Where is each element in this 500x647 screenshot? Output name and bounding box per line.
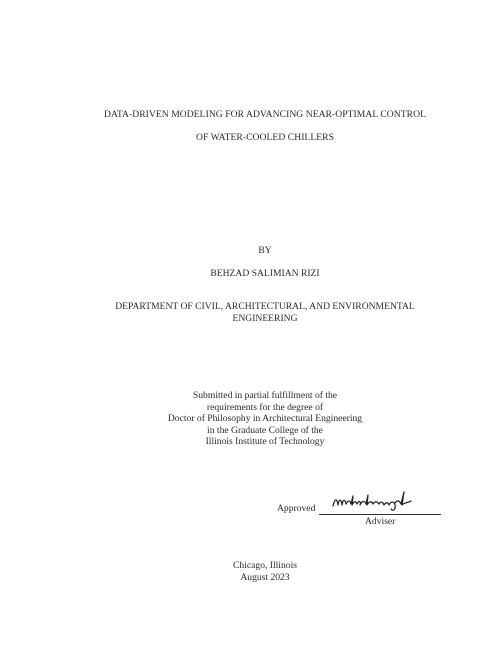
- signature-line: [319, 514, 441, 515]
- submission-statement: [0, 390, 500, 448]
- submission-date: August 2023: [240, 572, 290, 583]
- submission-line: in the Graduate College of the: [207, 424, 323, 436]
- submission-line: Doctor of Philosophy in Architectural Engineering: [167, 413, 363, 424]
- department-line-2: ENGINEERING: [232, 313, 298, 324]
- approved-label: Approved: [277, 503, 316, 514]
- thesis-title-line-2: OF WATER-COOLED CHILLERS: [196, 132, 334, 143]
- department-line-1: DEPARTMENT OF CIVIL, ARCHITECTURAL, AND ENVIRONMENTAL: [115, 301, 415, 312]
- adviser-label: Adviser: [365, 516, 396, 527]
- location: Chicago, Illinois: [233, 560, 297, 571]
- thesis-title-line-1: DATA-DRIVEN MODELING FOR ADVANCING NEAR-OPTIMAL CONTROL: [103, 109, 427, 120]
- approval-block: [277, 494, 447, 528]
- submission-line: Illinois Institute of Technology: [205, 436, 325, 447]
- submission-line: requirements for the degree of: [206, 401, 324, 413]
- by-label: BY: [258, 245, 272, 256]
- author-name: BEHZAD SALIMIAN RIZI: [210, 268, 320, 279]
- submission-line: Submitted in partial fulfillment of the: [192, 390, 338, 401]
- adviser-signature: [329, 488, 419, 516]
